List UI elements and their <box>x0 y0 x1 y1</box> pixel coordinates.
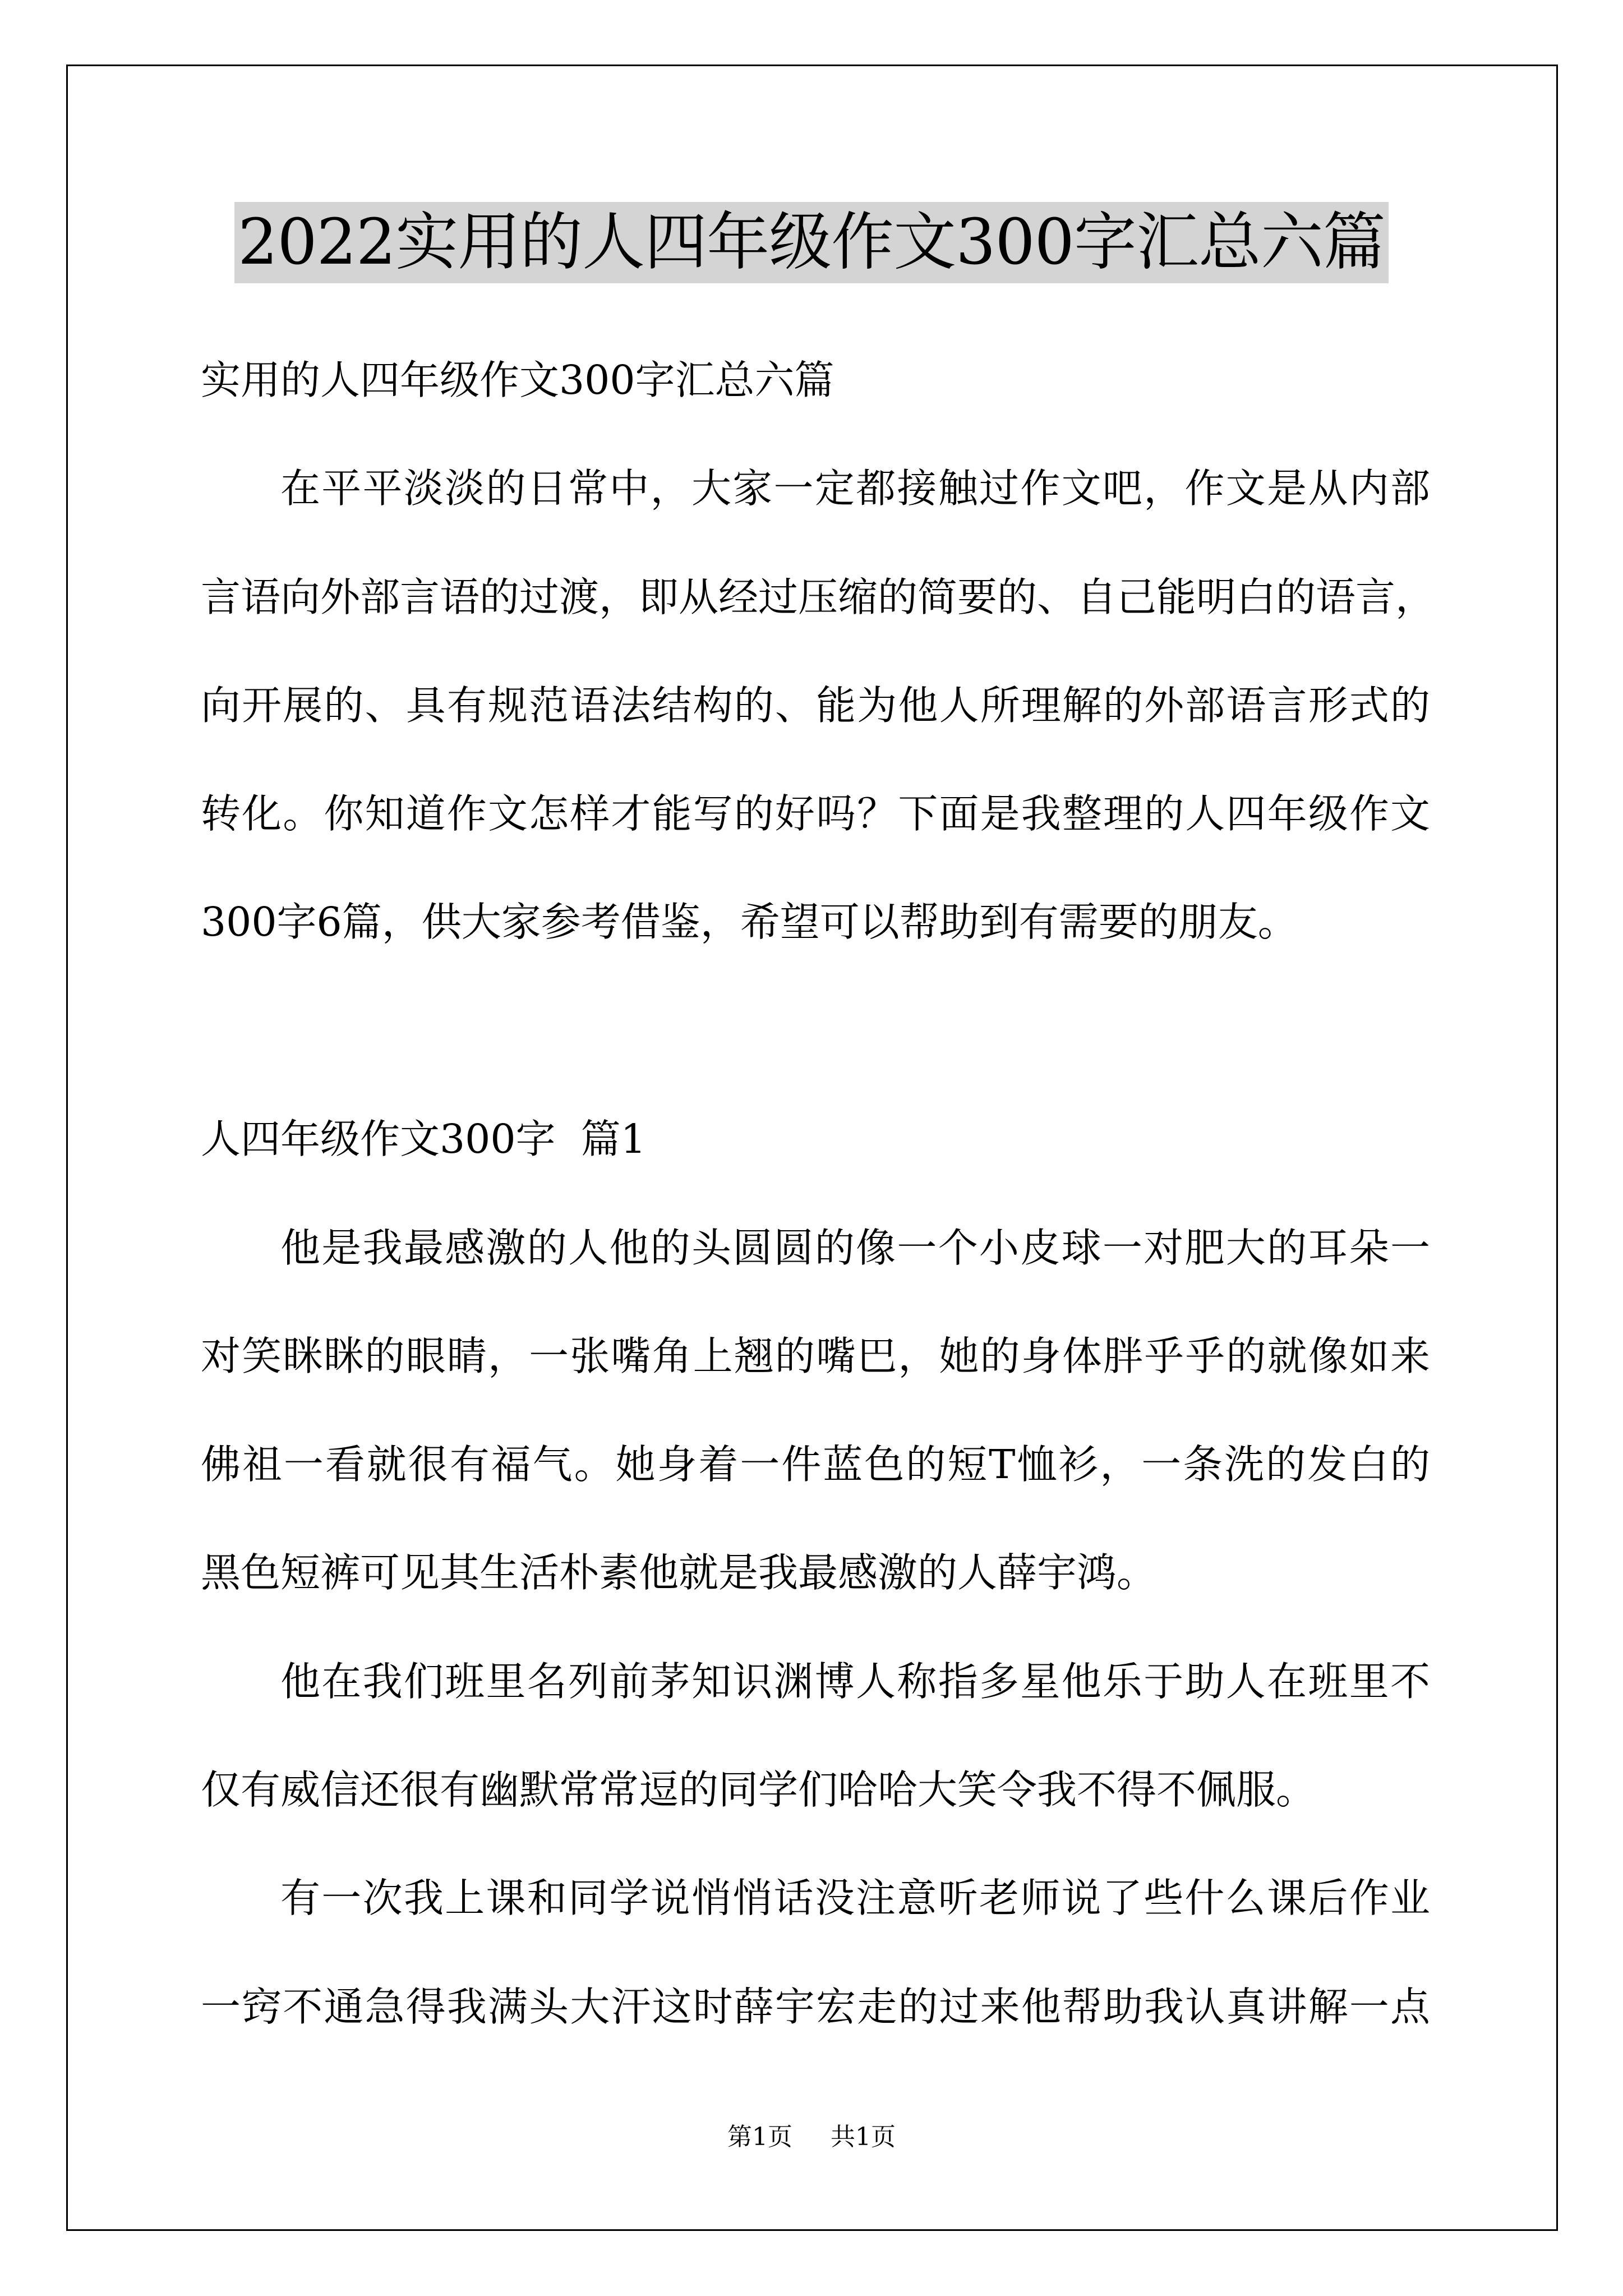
section-line-5: 他在我们班里名列前茅知识渊博人称指多星他乐于助人在班里不 <box>280 1658 1430 1705</box>
section-line-2: 对笑眯眯的眼睛，一张嘴角上翘的嘴巴，她的身体胖乎乎的就像如来 <box>201 1333 1430 1379</box>
section-line-1: 他是我最感激的人他的头圆圆的像一个小皮球一对肥大的耳朵一 <box>280 1225 1430 1271</box>
section-line-6: 仅有威信还很有幽默常常逗的同学们哈哈大笑令我不得不佩服。 <box>201 1766 1316 1813</box>
section-line-8: 一窍不通急得我满头大汗这时薛宇宏走的过来他帮助我认真讲解一点 <box>201 1984 1430 2030</box>
intro-line-5: 300字6篇，供大家参考借鉴，希望可以帮助到有需要的朋友。 <box>201 899 1298 945</box>
intro-line-4: 转化。你知道作文怎样才能写的好吗？下面是我整理的人四年级作文 <box>201 790 1430 837</box>
section-line-7: 有一次我上课和同学说悄悄话没注意听老师说了些什么课后作业 <box>280 1875 1430 1921</box>
intro-line-3: 向开展的、具有规范语法结构的、能为他人所理解的外部语言形式的 <box>201 682 1430 729</box>
section-line-4: 黑色短裤可见其生活朴素他就是我最感激的人薛宇鸿。 <box>201 1549 1157 1596</box>
document-title: 2022实用的人四年级作文300字汇总六篇 <box>234 202 1389 283</box>
section-heading: 人四年级作文300字 篇1 <box>201 1116 646 1162</box>
intro-line-1: 在平平淡淡的日常中，大家一定都接触过作文吧，作文是从内部 <box>280 465 1430 512</box>
document-subtitle: 实用的人四年级作文300字汇总六篇 <box>201 357 834 403</box>
intro-line-2: 言语向外部言语的过渡，即从经过压缩的简要的、自己能明白的语言， <box>201 574 1436 620</box>
page-footer: 第1页 共1页 <box>727 2123 896 2151</box>
title-container <box>0 202 1623 283</box>
section-line-3: 佛祖一看就很有福气。她身着一件蓝色的短T恤衫，一条洗的发白的 <box>201 1441 1430 1488</box>
